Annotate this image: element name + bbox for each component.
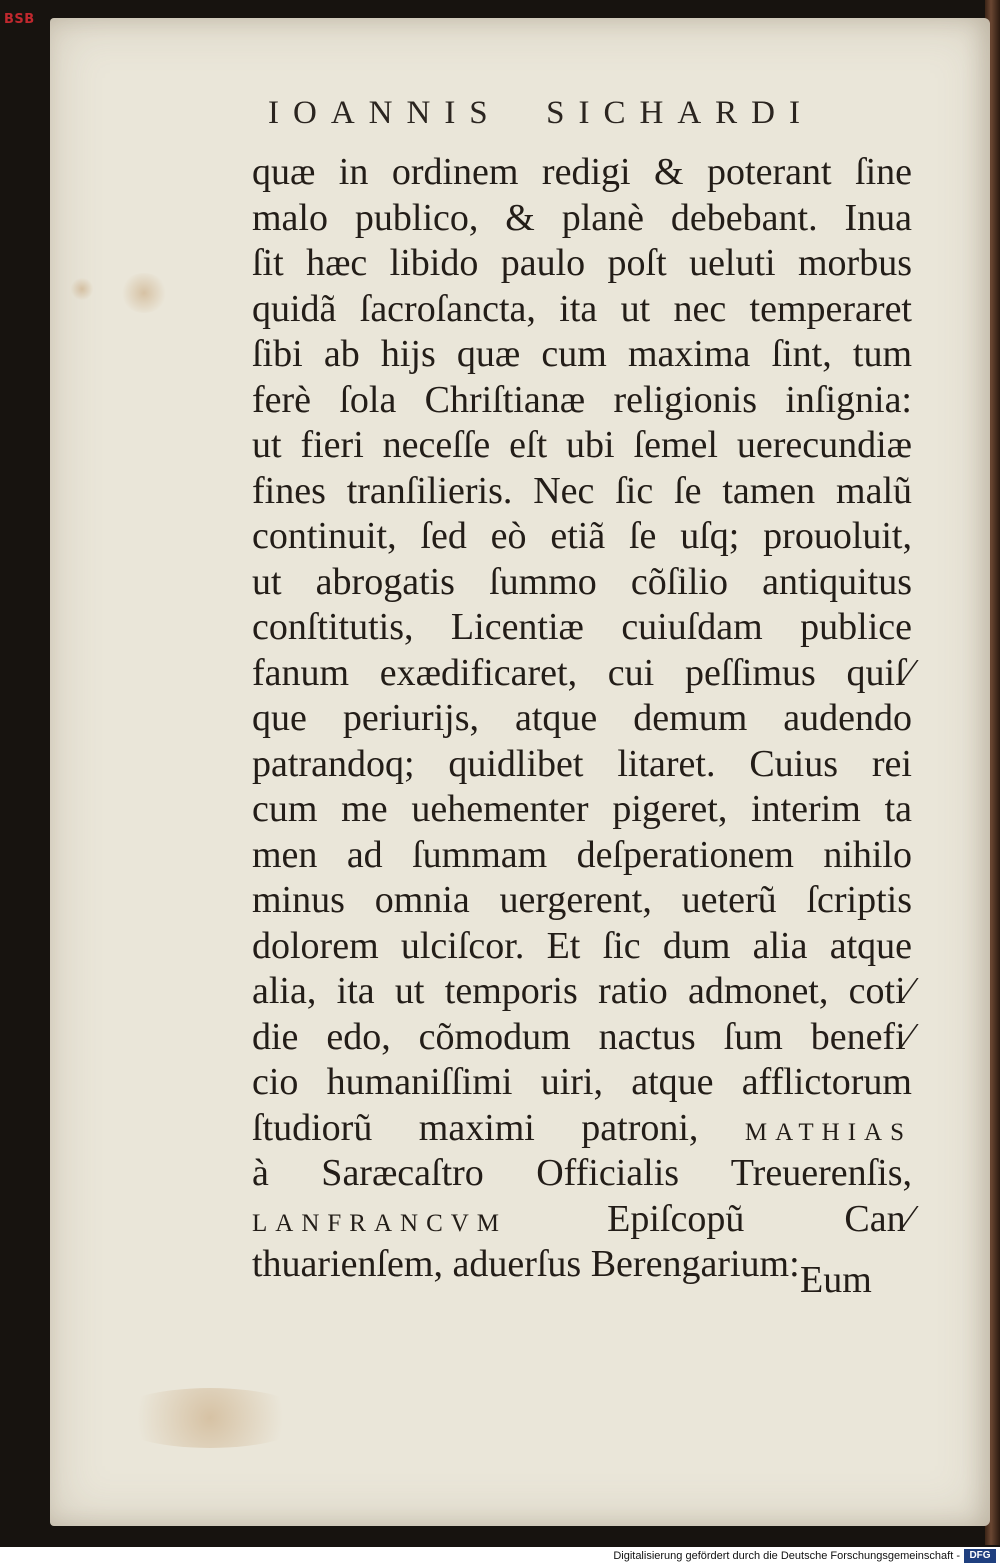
paper-stain xyxy=(120,273,168,313)
text-line: dolorem ulciſcor. Et ſic dum alia atque xyxy=(252,924,912,967)
text-line: ut abrogatis ſummo cõſilio antiquitus xyxy=(252,560,912,603)
text-line: ſibi ab hijs quæ cum maxima ſint, tum xyxy=(252,333,912,375)
paper-stain xyxy=(110,1388,310,1448)
text-fragment: Epiſcopũ Can⁄ xyxy=(607,1197,912,1240)
text-line: minus omnia uergerent, ueterũ ſcriptis xyxy=(252,879,912,921)
paper-stain xyxy=(70,278,94,300)
text-line: quæ in ordinem redigi & poterant ſine xyxy=(252,151,912,193)
text-line: que periurijs, atque demum audendo xyxy=(252,697,912,739)
text-line xyxy=(252,1106,912,1152)
text-line: ſit hæc libido paulo poſt ueluti morbus xyxy=(252,242,912,284)
text-line: ut fieri neceſſe eſt ubi ſemel uerecundiæ xyxy=(252,424,912,466)
text-line: men ad ſummam deſperationem nihilo xyxy=(252,833,912,876)
text-line: quidã ſacroſancta, ita ut nec temperaret xyxy=(252,287,912,330)
text-line: die edo, cõmodum nactus ſum benefi⁄ xyxy=(252,1015,912,1058)
text-line: patrandoq; quidlibet litaret. Cuius rei xyxy=(252,742,912,785)
name-lanfrancum: LANFRANCVM xyxy=(252,1209,508,1237)
catchword: Eum xyxy=(800,1259,872,1301)
text-line: alia, ita ut temporis ratio admonet, coti⁄ xyxy=(252,970,912,1012)
bsb-logo: BSB xyxy=(4,12,35,27)
running-head: IOANNIS SICHARDI xyxy=(268,95,815,131)
text-line: à Saræcaſtro Officialis Treuerenſis, xyxy=(252,1152,912,1194)
text-line: malo publico, & planè debebant. Inua xyxy=(252,196,912,239)
funding-note: Digitalisierung gefördert durch die Deutsche Forschungsgemeinschaft - xyxy=(613,1550,960,1562)
dfg-logo: DFG xyxy=(964,1549,996,1563)
text-fragment: ſtudiorũ maximi patroni, xyxy=(252,1106,699,1149)
text-line: fanum exædificaret, cui peſſimus quiſ⁄ xyxy=(252,651,912,694)
text-line: continuit, ſed eò etiã ſe uſq; prouoluit, xyxy=(252,515,912,557)
text-line xyxy=(252,1197,912,1243)
text-line: conſtitutis, Licentiæ cuiuſdam publice xyxy=(252,606,912,648)
text-line: fines tranſilieris. Nec ſic ſe tamen malũ xyxy=(252,469,912,512)
text-block xyxy=(252,150,912,1288)
text-line: thuarienſem, aduerſus Berengarium: xyxy=(252,1243,800,1285)
text-line: cio humaniſſimi uiri, atque afflictorum xyxy=(252,1061,912,1103)
name-mathias: MATHIAS xyxy=(744,1118,912,1146)
text-line: cum me uehementer pigeret, interim ta xyxy=(252,788,912,830)
text-line: ferè ſola Chriſtianæ religionis inſignia: xyxy=(252,378,912,421)
